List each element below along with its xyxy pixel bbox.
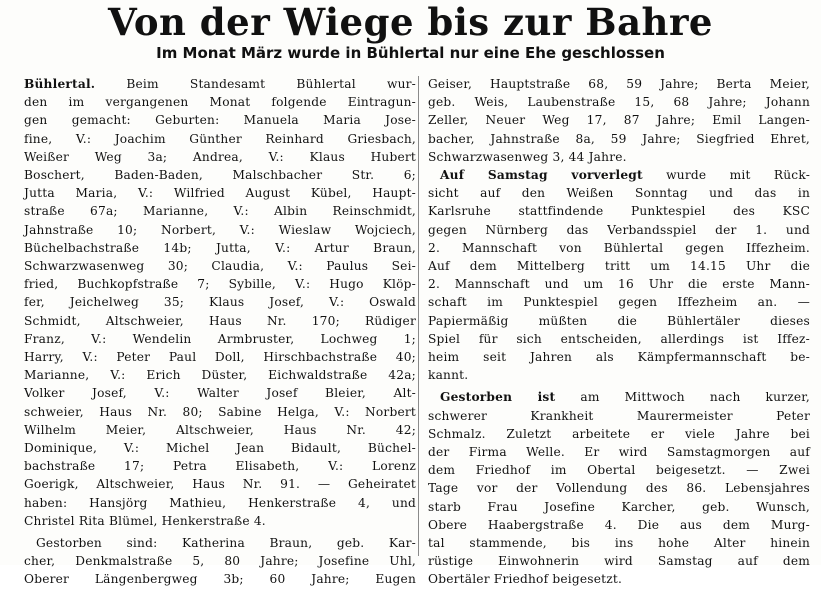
births-marriages-paragraph bbox=[24, 75, 416, 530]
paragraph-line: Boschert, Baden-Baden, Malschbacher Str. 6; bbox=[24, 168, 416, 183]
column-divider bbox=[418, 76, 419, 556]
football-paragraph bbox=[428, 166, 810, 384]
paragraph-line: bacher, Jahnstraße 8a, 59 Jahre; Siegfried Ehret, bbox=[428, 131, 810, 146]
paragraph-line: dem Friedhof im Obertal beigesetzt. — Zwei bbox=[428, 463, 810, 478]
paragraph-line: Volker Josef, V.: Walter Josef Bleier, Alt- bbox=[24, 386, 416, 401]
paragraph-line: 2. Mannschaft von Bühlertal gegen Iffezheim. bbox=[428, 240, 810, 255]
deaths-continued-paragraph bbox=[428, 75, 810, 166]
paragraph-line: Marianne, V.: Erich Düster, Eichwaldstraße 42a; bbox=[24, 368, 416, 383]
paragraph-line: der Firma Welle. Er wird Samstagmorgen auf bbox=[428, 445, 810, 460]
paragraph-line: Bühlertal. Beim Standesamt Bühlertal wur- bbox=[24, 77, 416, 91]
paragraph-line: schwerer Krankheit Maurermeister Peter bbox=[428, 408, 810, 423]
paragraph-line: kannt. bbox=[428, 368, 469, 383]
paragraph-lead: Gestorben ist bbox=[440, 390, 556, 405]
paragraph-line: Oberer Längenbergweg 3b; 60 Jahre; Eugen bbox=[24, 572, 416, 587]
paragraph-line: Schwarzwasenweg 30; Claudia, V.: Paulus Sei- bbox=[24, 259, 416, 274]
paragraph-line: tal stammende, bis ins hohe Alter hinein bbox=[428, 536, 810, 551]
paragraph-line: Wilhelm Meier, Altschweier, Haus Nr. 42; bbox=[24, 422, 416, 437]
paragraph-line: Gestorben ist am Mittwoch nach kurzer, bbox=[440, 390, 811, 405]
paragraph-line: Goerigk, Altschweier, Haus Nr. 91. — Geheiratet bbox=[24, 477, 416, 492]
paragraph-line: Schmalz. Zuletzt arbeitete er viele Jahre bei bbox=[428, 426, 810, 441]
paragraph-line: Christel Rita Blümel, Henkerstraße 4. bbox=[24, 513, 266, 528]
paragraph-line: Gestorben sind: Katherina Braun, geb. Kar- bbox=[36, 536, 416, 551]
paragraph-line: Geiser, Hauptstraße 68, 59 Jahre; Berta Meier, bbox=[428, 77, 810, 91]
paragraph-line: Spiel für sich entscheiden, allerdings ist Iffez- bbox=[428, 331, 810, 346]
paragraph-line: Schmidt, Altschweier, Haus Nr. 170; Rüdiger bbox=[24, 313, 416, 328]
paragraph-line: Zeller, Neuer Weg 17, 87 Jahre; Emil Langen- bbox=[428, 113, 810, 128]
paragraph-line: Jutta Maria, V.: Wilfried August Kübel, Haupt- bbox=[24, 186, 416, 201]
paragraph-line: sicht auf den Weißen Sonntag und das in bbox=[428, 186, 810, 201]
paragraph-line: schaft im Punktespiel gegen Iffezheim an. — bbox=[428, 295, 810, 310]
paragraph-line: gegen Nürnberg das Verbandsspiel der 1. und bbox=[428, 222, 810, 237]
paragraph-line: geb. Weis, Laubenstraße 15, 68 Jahre; Johann bbox=[428, 95, 810, 110]
paragraph-line: schweier, Haus Nr. 80; Sabine Helga, V.: Norbert bbox=[24, 404, 416, 419]
paragraph-line: Karlsruhe stattfindende Punktespiel des KSC bbox=[428, 204, 810, 219]
paragraph-line: fer, Jeichelweg 35; Klaus Josef, V.: Oswald bbox=[24, 295, 416, 310]
paragraph-line: Obertäler Friedhof beigesetzt. bbox=[428, 572, 623, 587]
paragraph-line: Franz, V.: Wendelin Armbruster, Lochweg 1; bbox=[24, 331, 416, 346]
location-dateline: Bühlertal. bbox=[24, 77, 96, 91]
paragraph-line: Dominique, V.: Michel Jean Bidault, Büchel- bbox=[24, 441, 416, 456]
subheadline: Im Monat März wurde in Bühlertal nur eine Ehe geschlossen bbox=[156, 44, 665, 62]
paragraph-line: fine, V.: Joachim Günther Reinhard Griesbach, bbox=[24, 131, 416, 146]
obituary-paragraph bbox=[428, 388, 810, 588]
paragraph-line: Harry, V.: Peter Paul Doll, Hirschbachstraße 40; bbox=[24, 350, 416, 365]
paragraph-line: rüstige Einwohnerin wird Samstag auf dem bbox=[428, 554, 810, 569]
paragraph-line: starb Frau Josefine Karcher, geb. Wunsch, bbox=[428, 499, 810, 514]
deaths-paragraph bbox=[24, 534, 416, 589]
paragraph-line: Jahnstraße 10; Norbert, V.: Wieslaw Wojciech, bbox=[24, 222, 416, 237]
paragraph-line: Obere Haabergstraße 4. Die aus dem Murg- bbox=[428, 517, 810, 532]
paragraph-line: fried, Buchkopfstraße 7; Sybille, V.: Hugo Klöp- bbox=[24, 277, 416, 292]
paragraph-line: Auf Samstag vorverlegt wurde mit Rück- bbox=[440, 168, 811, 183]
right-column bbox=[428, 75, 810, 589]
paragraph-line: haben: Hansjörg Mathieu, Henkerstraße 4, und bbox=[24, 495, 416, 510]
paragraph-line: 2. Mannschaft und um 16 Uhr die erste Mann- bbox=[428, 277, 810, 292]
paragraph-line: Papiermäßig müßten die Bühlertäler dieses bbox=[428, 313, 810, 328]
paragraph-line: gen gemacht: Geburten: Manuela Maria Jose- bbox=[24, 113, 416, 128]
paragraph-line: Büchelbachstraße 14b; Jutta, V.: Artur Braun, bbox=[24, 240, 416, 255]
paragraph-line: den im vergangenen Monat folgende Eintragun- bbox=[24, 95, 416, 110]
paragraph-line: cher, Denkmalstraße 5, 80 Jahre; Josefine Uhl, bbox=[24, 554, 416, 569]
paragraph-line: straße 67a; Marianne, V.: Albin Reinschmidt, bbox=[24, 204, 416, 219]
paragraph-line: bachstraße 17; Petra Elisabeth, V.: Lorenz bbox=[24, 459, 416, 474]
paragraph-line: Tage vor der Vollendung des 86. Lebensjahres bbox=[428, 481, 810, 496]
left-column bbox=[24, 75, 416, 589]
paragraph-line: Weißer Weg 3a; Andrea, V.: Klaus Hubert bbox=[24, 149, 416, 164]
paragraph-lead: Auf Samstag vorverlegt bbox=[440, 168, 643, 183]
paragraph-line: Auf dem Mittelberg tritt um 14.15 Uhr die bbox=[428, 259, 810, 274]
paragraph-line: Schwarzwasenweg 3, 44 Jahre. bbox=[428, 149, 627, 164]
paragraph-line: heim seit Jahren als Kämpfermannschaft be- bbox=[428, 350, 810, 365]
headline: Von der Wiege bis zur Bahre bbox=[108, 0, 713, 44]
